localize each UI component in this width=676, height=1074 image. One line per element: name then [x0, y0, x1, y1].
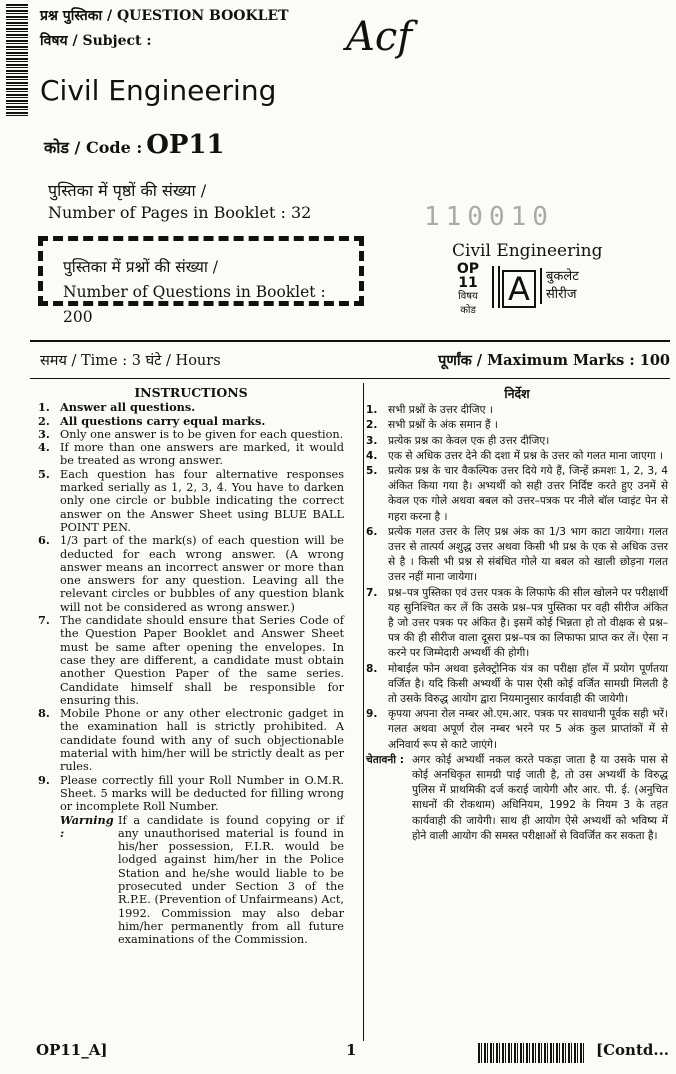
warning-label: Warning :: [60, 812, 114, 840]
list-item: 7. The candidate should ensure that Series Code of the Question Paper Booklet and Answer Sheet must be same after opening the envelopes. In case they are different, a candidate must obtain another Question Paper of the same series. Candidate himself shall be responsible for ensuring this.: [38, 613, 344, 707]
booklet-label: प्रश्न पुस्तिका / QUESTION BOOKLET: [40, 8, 289, 24]
series-divider: [492, 266, 500, 308]
mid-rule: [30, 378, 670, 379]
list-item: 1. सभी प्रश्नों के उत्तर दीजिए ।: [366, 404, 493, 417]
questions-box: [38, 236, 364, 326]
list-item: 3. प्रत्येक प्रश्न का केवल एक ही उत्तर दीजिए।: [366, 434, 550, 447]
side-11: 11: [458, 275, 478, 291]
side-code-label: विषय कोड: [458, 291, 478, 316]
list-item: 2. All questions carry equal marks.: [38, 413, 266, 428]
subject-title: Civil Engineering: [40, 74, 277, 107]
side-code: [450, 262, 486, 318]
footer-barcode: [478, 1043, 586, 1063]
series-letter: A: [502, 270, 536, 308]
time-label: समय / Time : 3 घंटे / Hours: [40, 353, 221, 369]
code-value: OP11: [146, 130, 225, 160]
warning-text-hi: अगर कोई अभ्यर्थी नकल करते पकड़ा जाता है या उसके पास से कोई अनधिकृत सामग्री पाई जाती है, तो उस अभ्यर्थी के विरुद्ध पुलिस में प्राथमिकी दर्ज कराई जायेगी और आर. पी. ई. (अनुचित साधनों की रोकथाम) अधिनियम, 1992 के नियम 3 के तहत कार्यवाही की जायेगी। साथ ही आयोग ऐसे अभ्यर्थी को भविष्य में होने वाली आयोग की समस्त परीक्षाओं से विवर्जित कर सकता है।: [412, 753, 668, 842]
side-op: OP: [456, 261, 480, 277]
instructions-list-hi: [366, 403, 668, 753]
list-item: 4. एक से अधिक उत्तर देने की दशा में प्रश्न के उत्तर को गलत माना जाएगा ।: [366, 449, 663, 462]
instructions-english: [38, 386, 344, 946]
vertical-barcode: [6, 4, 28, 116]
contd-label: [Contd...: [596, 1041, 670, 1059]
series-label-1: बुकलेट: [546, 269, 579, 284]
warning-block-hi: [366, 753, 668, 844]
top-rule: [30, 340, 670, 342]
instructions-list: [38, 401, 344, 813]
max-marks: पूर्णांक / Maximum Marks : 100: [438, 352, 670, 369]
list-item: 6. प्रत्येक गलत उत्तर के लिए प्रश्न अंक का 1/3 भाग काटा जायेगा। गलत उत्तर से तात्पर्य अशुद्ध उत्तर अथवा किसी भी प्रश्न के एक से अधिक उत्तर से है । किसी भी प्रश्न से संबंधित गोले या बबल को खाली छोड़ना गलत उत्तर नहीं माना जायेगा।: [366, 525, 668, 584]
list-item: 9. कृपया अपना रोल नम्बर ओ.एम.आर. पत्रक पर सावधानी पूर्वक सही भरें। गलत अथवा अपूर्ण रोल नम्बर भरने पर 5 अंक कुल प्राप्तांकों में से अनिवार्य रूप से काटे जाएंगे।: [366, 708, 668, 751]
series-label-2: सीरीज: [546, 287, 577, 302]
series-label: [540, 268, 579, 304]
list-item: 5. प्रत्येक प्रश्न के चार वैकल्पिक उत्तर दिये गये हैं, जिन्हें क्रमशः 1, 2, 3, 4 अंकित किया गया है। अभ्यर्थी को सही उत्तर निर्दिष्ट करते हुए उनमें से केवल एक गोले अथवा बबल को उत्तर–पत्रक पर नीले बॉल प्वाइंट पेन से गहरा करना है ।: [366, 465, 668, 523]
pages-label-hi: पुस्तिका में पृष्ठों की संख्या /: [48, 181, 207, 200]
footer-code: OP11_A]: [36, 1041, 108, 1059]
instructions-title: INSTRUCTIONS: [134, 385, 248, 400]
questions-label-en: Number of Questions in Booklet : 200: [63, 283, 326, 326]
subject-label: विषय / Subject :: [40, 33, 152, 49]
questions-label-hi: पुस्तिका में प्रश्नों की संख्या /: [63, 258, 218, 276]
list-item: 3. Only one answer is to be given for each question.: [38, 426, 344, 441]
list-item: 5. Each question has four alternative responses marked serially as 1, 2, 3, 4. You have to darken only one circle or bubble indicating the correct answer on the Answer Sheet using BLUE BALL POINT PEN.: [38, 466, 344, 534]
pages-label-en: Number of Pages in Booklet : 32: [48, 203, 312, 222]
side-subject: Civil Engineering: [452, 241, 603, 261]
pages-info: [48, 180, 311, 224]
list-item: 2. सभी प्रश्नों के अंक समान हैं ।: [366, 419, 498, 432]
warning-block: [38, 814, 344, 947]
list-item: 8. मोबाईल फोन अथवा इलेक्ट्रोनिक यंत्र का परीक्षा हॉल में प्रयोग पूर्णतया वर्जित है। यदि किसी अभ्यर्थी के पास ऐसी कोई वर्जित सामग्री मिलती है तो उसके विरुद्ध आयोग द्वारा नियमानुसार कार्यवाही की जायेगी।: [366, 662, 668, 706]
handwritten-note: Acf: [346, 14, 413, 60]
list-item: 4. If more than one answers are marked, it would be treated as wrong answer.: [38, 440, 344, 468]
list-item: 7. प्रश्न–पत्र पुस्तिका एवं उत्तर पत्रक के लिफाफे की सील खोलने पर परीक्षार्थी यह सुनिश्चित कर लें कि उसके प्रश्न–पत्र पुस्तिका पर वही सीरीज अंकित है जो उत्तर पत्रक पर अंकित है। इसमें कोई भिन्नता हो तो वीक्षक से प्रश्न–पत्र की ही सीरीज वाला दूसरा प्रश्न–पत्र का लिफाफा प्राप्त कर लें। ऐसा न करने पर जिम्मेदारी अभ्यर्थी की होगी।: [366, 586, 668, 660]
column-divider: [363, 383, 364, 1041]
warning-text: If a candidate is found copying or if any unauthorised material is found in his/her possession, F.I.R. would be lodged against him/her in the Police Station and he/she would liable to be prosecuted under Section 3 of the R.P.E. (Prevention of Unfairmeans) Act, 1992. Commission may also debar him/her permanently from all future examinations of the Commission.: [118, 813, 344, 947]
serial-number: 110010: [424, 202, 554, 232]
list-item: 1. Answer all questions.: [38, 400, 196, 415]
code-line: [44, 130, 225, 160]
code-label: कोड / Code :: [44, 138, 143, 157]
warning-label-hi: चेतावनी :: [366, 753, 404, 766]
list-item: 8. Mobile Phone or any other electronic gadget in the examination hall is strictly prohibited. A candidate found with any of such objectionable material with him/her will be strictly dealt as per rules.: [38, 706, 344, 774]
list-item: 9. Please correctly fill your Roll Number in O.M.R. Sheet. 5 marks will be deducted for filling wrong or incomplete Roll Number.: [38, 772, 344, 814]
page-number: 1: [346, 1041, 357, 1059]
instructions-hindi: [366, 386, 668, 844]
instructions-title-hi: निर्देश: [504, 386, 530, 401]
list-item: 6. 1/3 part of the mark(s) of each question will be deducted for each wrong answer. (A wrong answer means an incorrect answer or more than one answers for any question. Leaving all the relevant circles or bubbles of any question blank will not be considered as wrong answer.): [38, 533, 344, 614]
